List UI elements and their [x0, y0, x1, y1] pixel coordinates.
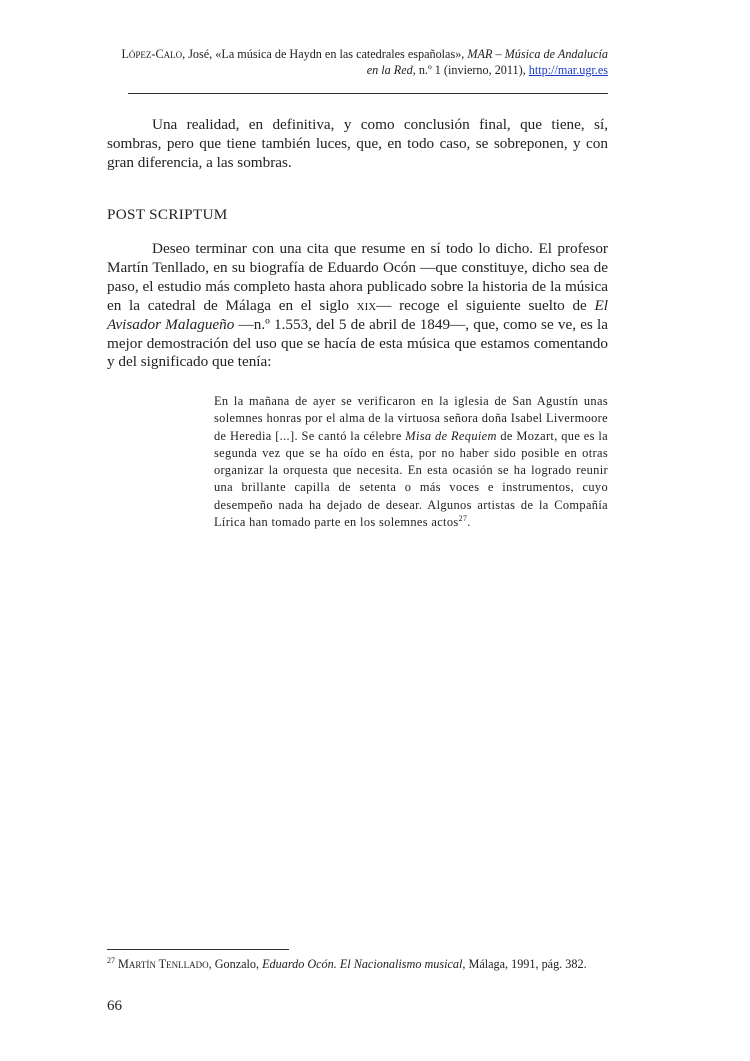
- quote-end: .: [467, 515, 471, 530]
- header-divider: [128, 93, 608, 94]
- footnote-book-title: Eduardo Ocón. El Nacionalismo musical: [262, 957, 463, 971]
- journal-url-link[interactable]: http://mar.ugr.es: [528, 63, 608, 77]
- header-author-surname: López-Calo: [121, 47, 183, 61]
- header-article-title: «La música de Haydn en las catedrales españolas»,: [215, 47, 468, 61]
- header-issue: , n.º 1 (invierno, 2011),: [412, 63, 529, 77]
- header-journal-name: MAR – Música de Andalucía: [467, 47, 608, 61]
- quote-work-title: Misa de Requiem: [405, 428, 497, 443]
- paragraph-2-text-2: — recoge el siguiente suelto de: [376, 296, 595, 314]
- quote-text-1: En la mañana de ayer se verificaron en la iglesia de San Agustín unas solemnes honras por el alma de la virtuosa señora doña Isabel Livermoore de Heredia [...]. Se cantó la célebre: [214, 394, 608, 443]
- header-journal-subtitle: en la Red: [366, 63, 413, 77]
- paragraph-2-text-1: Deseo terminar con una cita que resume en sí todo lo dicho. El profesor Martín Tenllado, en su biografía de Eduardo Ocón —que constituye, dicho sea de paso, el estudio más completo hasta ahora publicado sobre la historia de la música en la catedral de Málaga en el siglo: [107, 240, 608, 314]
- section-heading: POST SCRIPTUM: [107, 206, 228, 223]
- footnote-given: , Gonzalo,: [208, 957, 263, 971]
- footnote-divider: [107, 949, 289, 950]
- header-author-given: , José,: [182, 47, 216, 61]
- quote-text-2: de Mozart, que es la segunda vez que se ha oído en ésta, por no haber sido posible en otras organizar la orquesta que necesita. En esta ocasión se ha logrado reunir una brillante capilla de setenta o más voces e instrumentos, cuyo desempeño nada ha dejado de desear. Algunos artistas de la Compañía Lírica han tomado parte en los solemnes actos: [214, 428, 608, 530]
- block-quote: [214, 393, 608, 531]
- footnote-rest: , Málaga, 1991, pág. 382.: [462, 957, 587, 971]
- century-numeral: xix: [356, 296, 377, 314]
- paragraph-conclusion: Una realidad, en definitiva, y como conclusión final, que tiene, sí, sombras, pero que tiene también luces, que, en todo caso, se sobreponen, y con gran diferencia, a las sombras.: [107, 116, 608, 171]
- footnote-reference[interactable]: 27: [458, 513, 468, 523]
- paragraph-2-text-3: —n.º 1.553, del 5 de abril de 1849—, que, como se ve, es la mejor demostración del uso que se hacía de esta música que estamos comentando y del significado que tenía:: [107, 315, 608, 371]
- footnote: [107, 956, 608, 972]
- page-number: 66: [107, 998, 122, 1014]
- paragraph-post-scriptum: [107, 240, 608, 372]
- footnote-author: Martín Tenllado: [118, 957, 209, 971]
- running-header-line-1: [110, 46, 608, 62]
- running-header-line-2: [110, 62, 608, 78]
- newspaper-title: El Avisador Malagueño: [107, 296, 609, 333]
- running-header: [110, 46, 608, 78]
- footnote-number: 27: [107, 955, 115, 965]
